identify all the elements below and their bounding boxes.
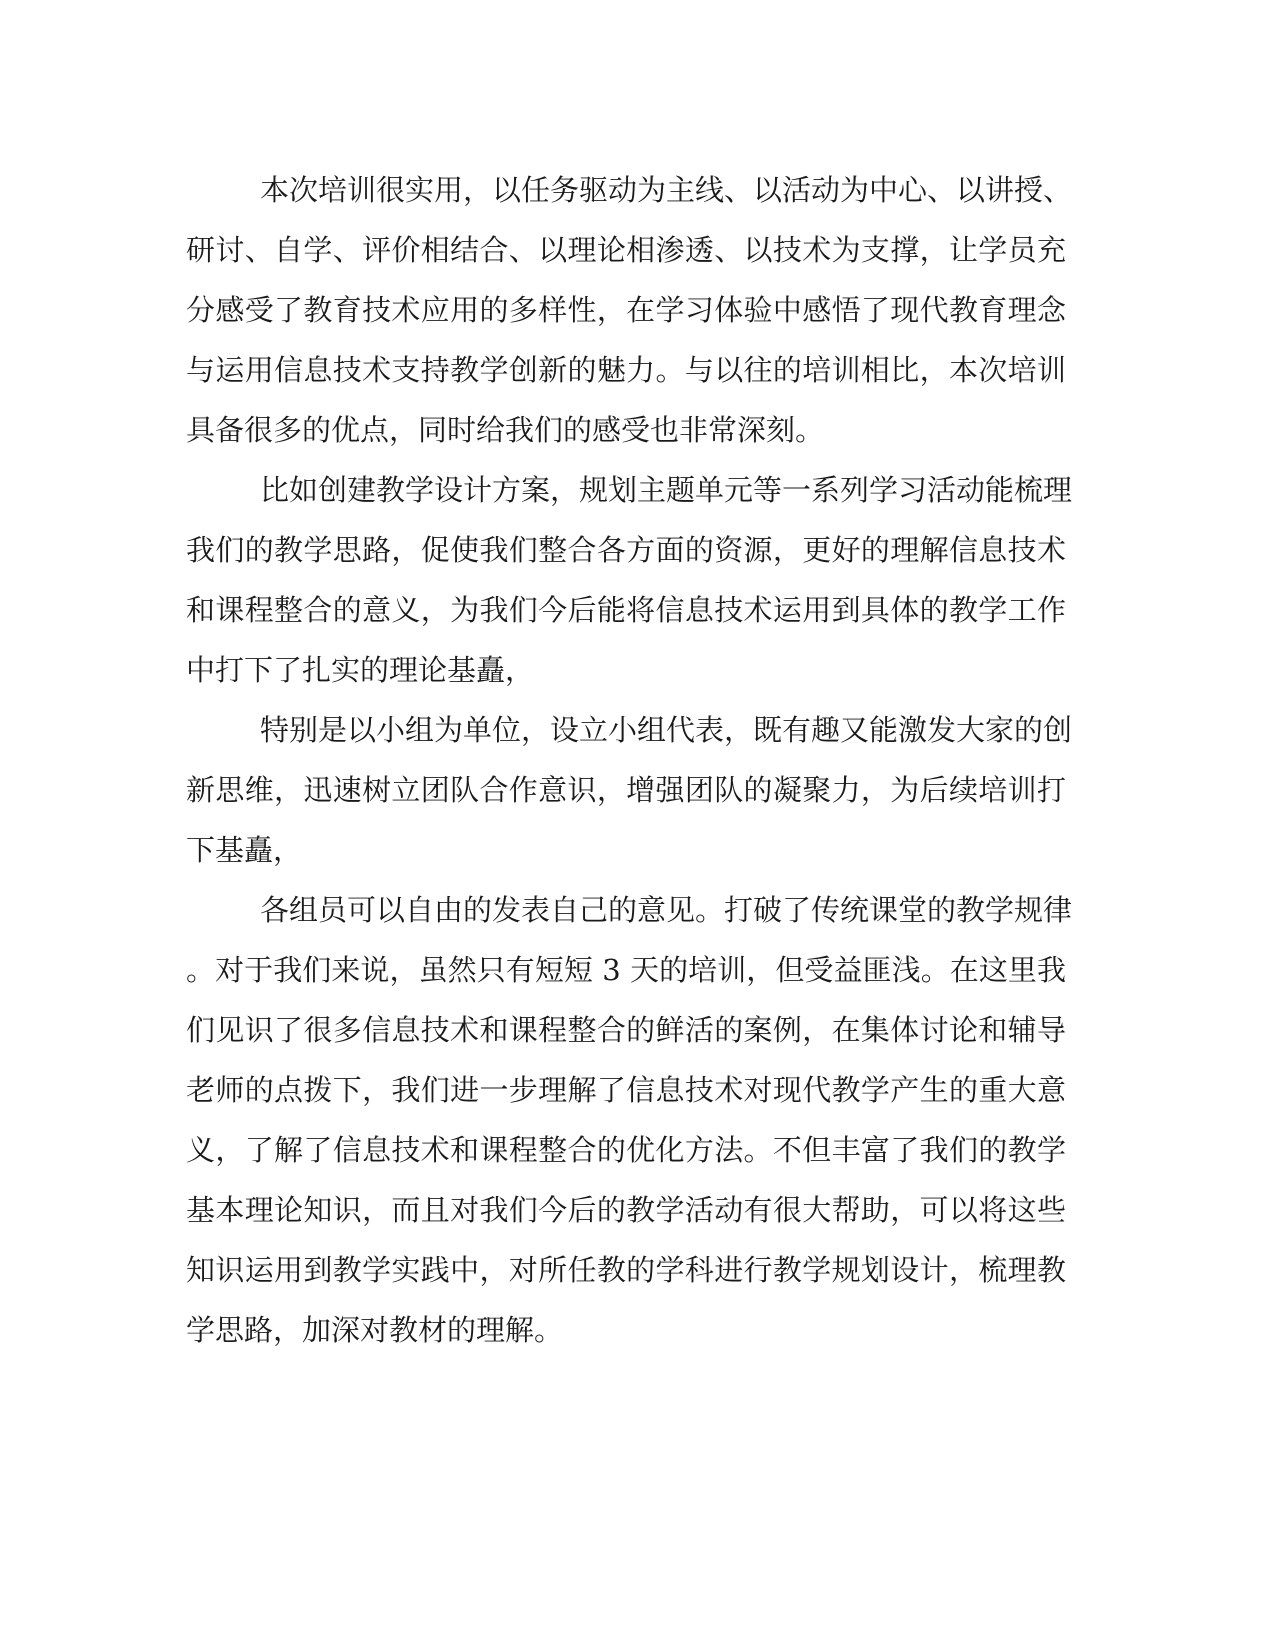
paragraph-line: 知识运用到教学实践中，对所任教的学科进行教学规划设计，梳理教	[186, 1253, 1066, 1287]
paragraph-line: 基本理论知识，而且对我们今后的教学活动有很大帮助，可以将这些	[186, 1193, 1066, 1227]
paragraph-3	[186, 700, 1073, 880]
paragraph-line: 分感受了教育技术应用的多样性，在学习体验中感悟了现代教育理念	[186, 293, 1066, 327]
paragraph-line: 特别是以小组为单位，设立小组代表，既有趣又能激发大家的创	[260, 713, 1073, 747]
paragraph-line: 本次培训很实用，以任务驱动为主线、以活动为中心、以讲授、	[260, 173, 1073, 207]
paragraph-line: 学思路，加深对教材的理解。	[186, 1313, 564, 1347]
paragraph-line: 们见识了很多信息技术和课程整合的鲜活的案例，在集体讨论和辅导	[186, 1013, 1066, 1047]
paragraph-line: 下基矗，	[186, 833, 303, 867]
paragraph-1	[186, 160, 1073, 460]
paragraph-line: 研讨、自学、评价相结合、以理论相渗透、以技术为支撑，让学员充	[186, 233, 1066, 267]
paragraph-line: 比如创建教学设计方案，规划主题单元等一系列学习活动能梳理	[260, 473, 1073, 507]
paragraph-line: 我们的教学思路，促使我们整合各方面的资源，更好的理解信息技术	[186, 533, 1066, 567]
paragraph-line: 和课程整合的意义，为我们今后能将信息技术运用到具体的教学工作	[186, 593, 1066, 627]
paragraph-line: 老师的点拨下，我们进一步理解了信息技术对现代教学产生的重大意	[186, 1073, 1066, 1107]
paragraph-line: 各组员可以自由的发表自己的意见。打破了传统课堂的教学规律	[260, 893, 1073, 927]
paragraph-line: 新思维，迅速树立团队合作意识，增强团队的凝聚力，为后续培训打	[186, 773, 1066, 807]
paragraph-line: 中打下了扎实的理论基矗，	[186, 653, 535, 687]
paragraph-2	[186, 460, 1073, 700]
body-text	[186, 160, 1073, 1360]
paragraph-line: 与运用信息技术支持教学创新的魅力。与以往的培训相比，本次培训	[186, 353, 1066, 387]
paragraph-line: 。对于我们来说，虽然只有短短 3 天的培训，但受益匪浅。在这里我	[186, 953, 1066, 987]
paragraph-line: 具备很多的优点，同时给我们的感受也非常深刻。	[186, 413, 825, 447]
paragraph-4	[186, 880, 1073, 1360]
paragraph-line: 义，了解了信息技术和课程整合的优化方法。不但丰富了我们的教学	[186, 1133, 1066, 1167]
